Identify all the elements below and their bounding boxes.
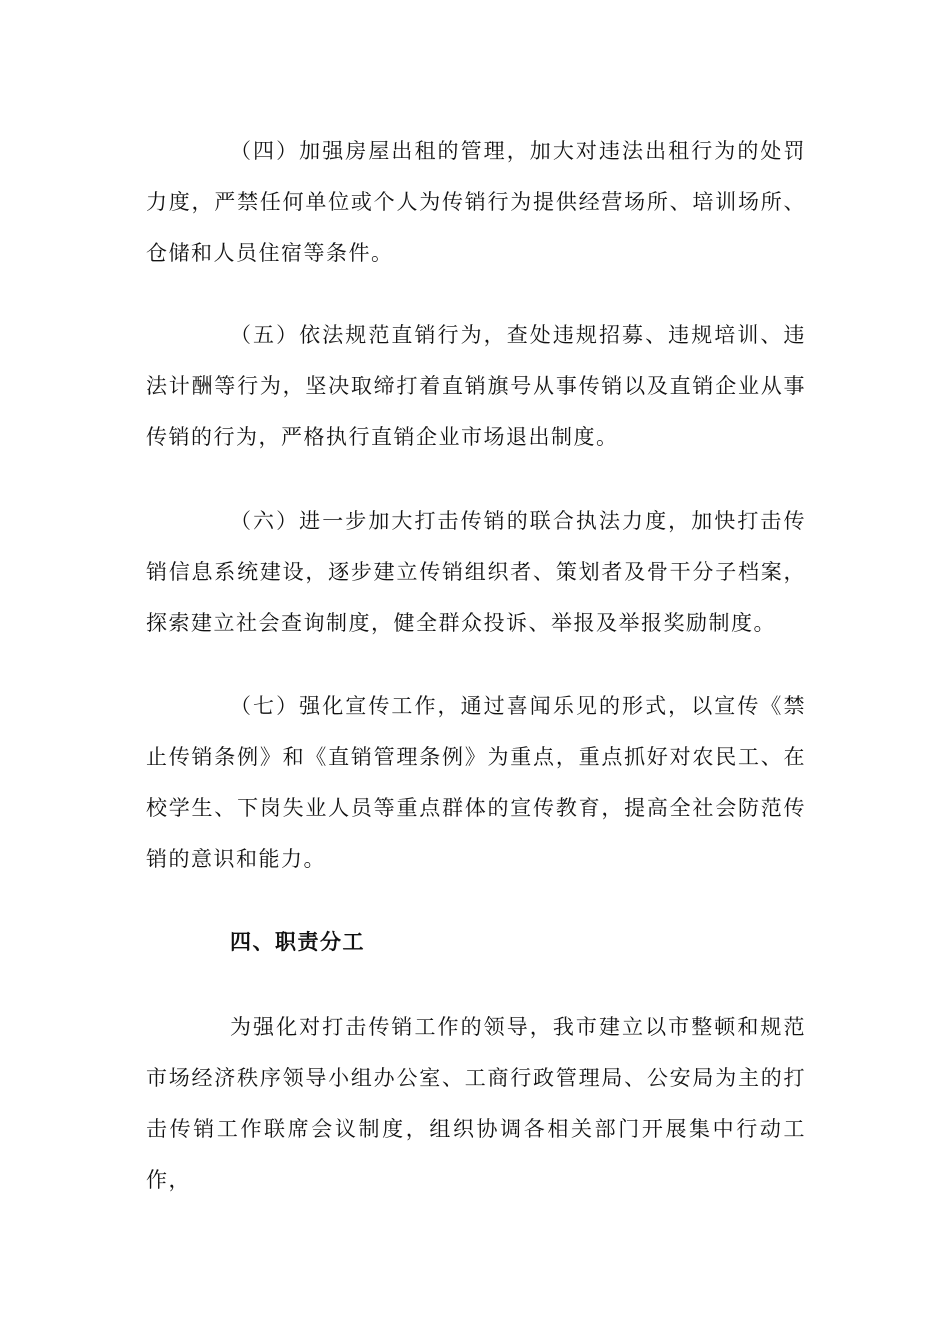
paragraph-item-4: （四）加强房屋出租的管理，加大对违法出租行为的处罚力度，严禁任何单位或个人为传销行为提供经营场所、培训场所、仓储和人员住宿等条件。 <box>146 139 806 265</box>
paragraph-item-5: （五）依法规范直销行为，查处违规招募、违规培训、违法计酬等行为，坚决取缔打着直销旗号从事传销以及直销企业从事传销的行为，严格执行直销企业市场退出制度。 <box>146 323 806 449</box>
paragraph-item-7: （七）强化宣传工作，通过喜闻乐见的形式，以宣传《禁止传销条例》和《直销管理条例》为重点，重点抓好对农民工、在校学生、下岗失业人员等重点群体的宣传教育，提高全社会防范传销的意识和能力。 <box>146 694 806 871</box>
paragraph-item-6: （六）进一步加大打击传销的联合执法力度，加快打击传销信息系统建设，逐步建立传销组织者、策划者及骨干分子档案，探索建立社会查询制度，健全群众投诉、举报及举报奖励制度。 <box>146 509 806 635</box>
section-paragraph: 为强化对打击传销工作的领导，我市建立以市整顿和规范市场经济秩序领导小组办公室、工商行政管理局、公安局为主的打击传销工作联席会议制度，组织协调各相关部门开展集中行动工作， <box>146 1015 806 1192</box>
section-heading: 四、职责分工 <box>230 930 365 954</box>
